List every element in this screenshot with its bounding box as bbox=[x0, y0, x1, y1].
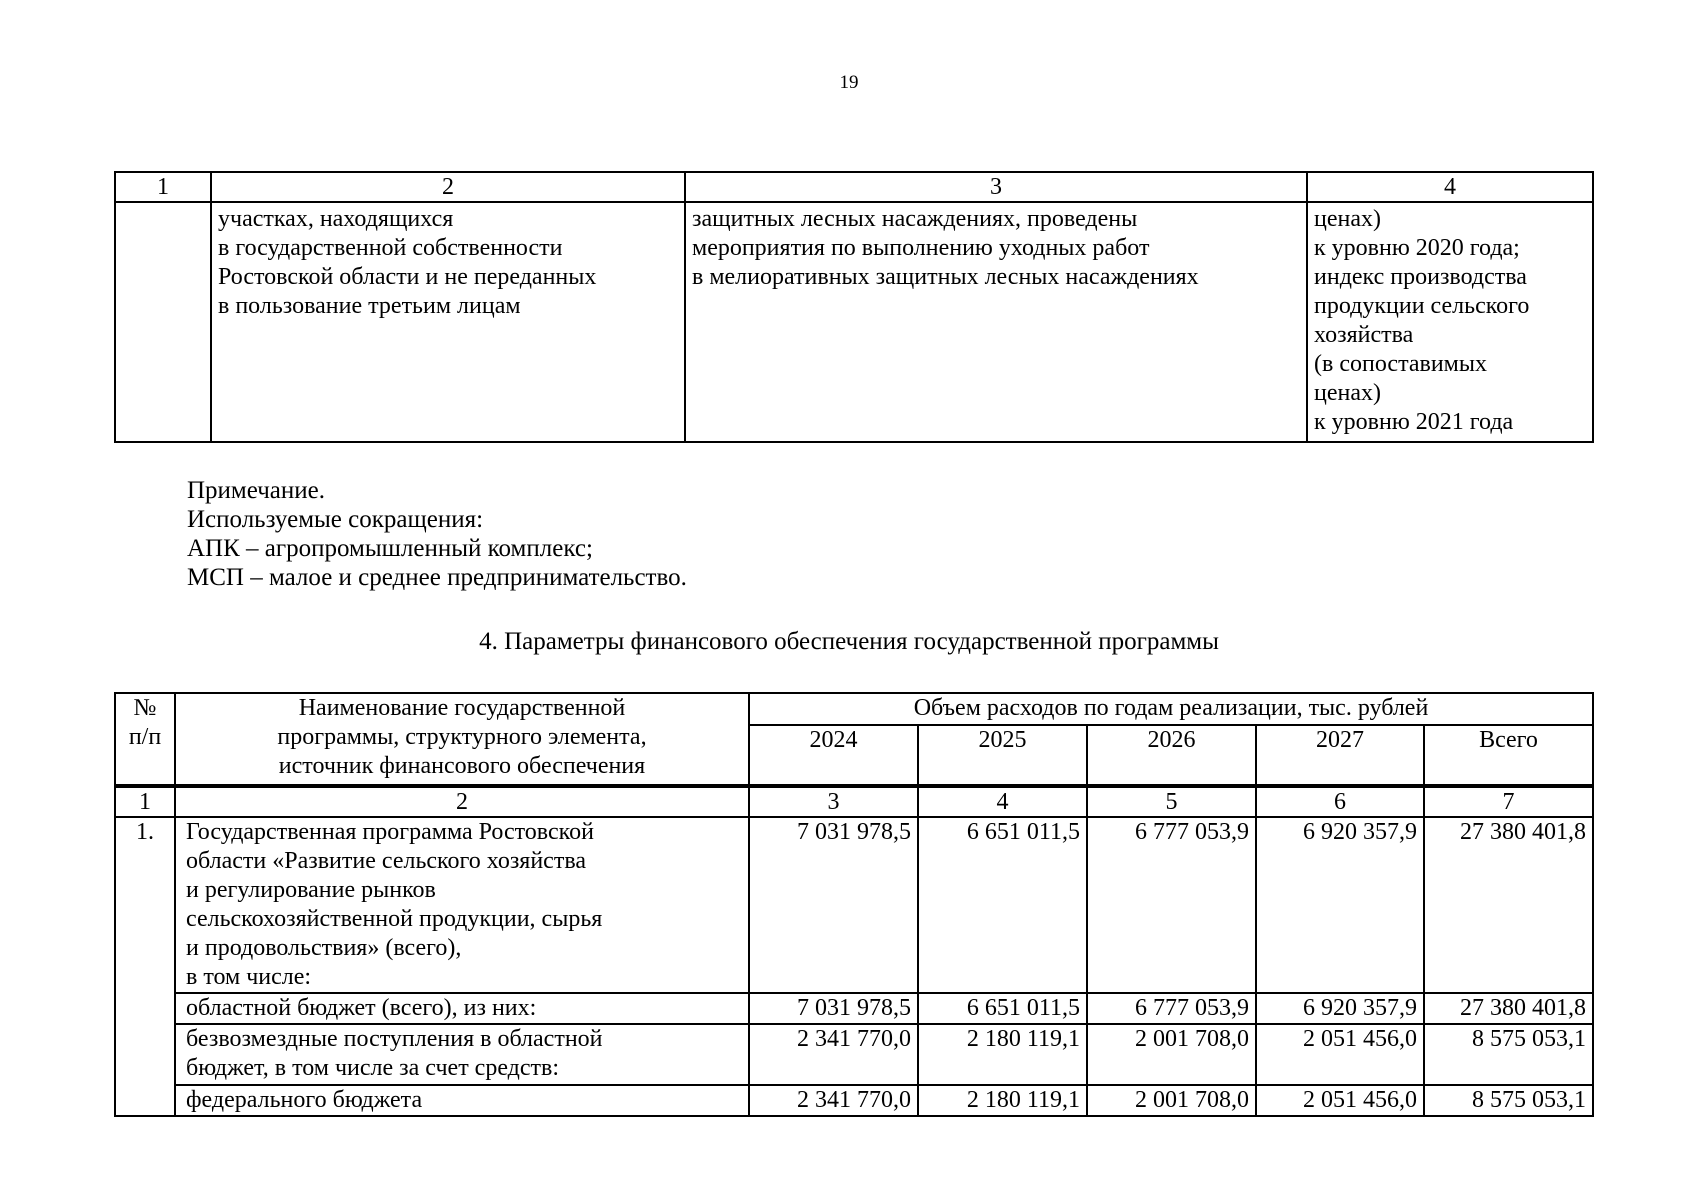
financing-table bbox=[114, 692, 1594, 1117]
text-line: в государственной собственности bbox=[218, 235, 563, 261]
value-2025: 6 651 011,5 bbox=[918, 817, 1087, 993]
table-header-row bbox=[115, 693, 1593, 725]
table-row bbox=[115, 817, 1593, 993]
page-number: 19 bbox=[839, 72, 859, 93]
cell-number bbox=[115, 202, 211, 442]
value-2026: 2 001 708,0 bbox=[1087, 1085, 1256, 1116]
header-number bbox=[115, 693, 175, 786]
column-number-5: 5 bbox=[1087, 786, 1256, 817]
value-total: 27 380 401,8 bbox=[1424, 993, 1593, 1024]
text-line: программы, структурного элемента, bbox=[277, 724, 647, 750]
row-name bbox=[175, 1024, 749, 1085]
text-line: безвозмездные поступления в областной bbox=[186, 1026, 603, 1052]
text-line: и продовольствия» (всего), bbox=[186, 935, 462, 961]
table-row bbox=[115, 993, 1593, 1024]
row-number: 1. bbox=[115, 817, 175, 1116]
cell-result bbox=[685, 202, 1307, 442]
value-2026: 6 777 053,9 bbox=[1087, 993, 1256, 1024]
text-line: продукции сельского bbox=[1314, 293, 1530, 319]
notes-title: Примечание. bbox=[187, 477, 326, 504]
note-item: МСП – малое и среднее предпринимательство. bbox=[187, 564, 687, 591]
text-line: ценах) bbox=[1314, 206, 1381, 232]
column-number-2: 2 bbox=[211, 172, 685, 202]
value-2025: 2 180 119,1 bbox=[918, 1085, 1087, 1116]
column-number-2: 2 bbox=[175, 786, 749, 817]
value-2024: 2 341 770,0 bbox=[749, 1085, 918, 1116]
header-name bbox=[175, 693, 749, 786]
text-line: участках, находящихся bbox=[218, 206, 454, 232]
value-total: 27 380 401,8 bbox=[1424, 817, 1593, 993]
text-line: сельскохозяйственной продукции, сырья bbox=[186, 906, 603, 932]
value-2024: 7 031 978,5 bbox=[749, 817, 918, 993]
column-number-3: 3 bbox=[749, 786, 918, 817]
cell-object bbox=[211, 202, 685, 442]
text-line: № bbox=[133, 695, 157, 721]
text-line: к уровню 2021 года bbox=[1314, 409, 1514, 435]
text-line: в пользование третьим лицам bbox=[218, 293, 521, 319]
text-line: хозяйства bbox=[1314, 322, 1414, 348]
continuation-table bbox=[114, 171, 1594, 443]
column-number-7: 7 bbox=[1424, 786, 1593, 817]
text-line: Государственная программа Ростовской bbox=[186, 819, 594, 845]
text-line: защитных лесных насаждениях, проведены bbox=[692, 206, 1138, 232]
table-row bbox=[115, 1085, 1593, 1116]
text-line: Ростовской области и не переданных bbox=[218, 264, 597, 290]
column-number-4: 4 bbox=[918, 786, 1087, 817]
row-name bbox=[175, 817, 749, 993]
text-line: в том числе: bbox=[186, 964, 312, 990]
text-line: (в сопоставимых bbox=[1314, 351, 1487, 377]
value-2027: 6 920 357,9 bbox=[1256, 993, 1424, 1024]
notes-subtitle: Используемые сокращения: bbox=[187, 506, 484, 533]
value-total: 8 575 053,1 bbox=[1424, 1085, 1593, 1116]
row-name: федерального бюджета bbox=[175, 1085, 749, 1116]
value-2027: 6 920 357,9 bbox=[1256, 817, 1424, 993]
value-2026: 2 001 708,0 bbox=[1087, 1024, 1256, 1085]
text-line: области «Развитие сельского хозяйства bbox=[186, 848, 586, 874]
text-line: Наименование государственной bbox=[298, 695, 626, 721]
value-2026: 6 777 053,9 bbox=[1087, 817, 1256, 993]
header-volume: Объем расходов по годам реализации, тыс. рублей bbox=[749, 693, 1593, 725]
value-2027: 2 051 456,0 bbox=[1256, 1085, 1424, 1116]
table-row bbox=[115, 202, 1593, 442]
notes-block bbox=[187, 476, 687, 592]
text-line: к уровню 2020 года; bbox=[1314, 235, 1520, 261]
table-row bbox=[115, 1024, 1593, 1085]
value-2024: 2 341 770,0 bbox=[749, 1024, 918, 1085]
value-2027: 2 051 456,0 bbox=[1256, 1024, 1424, 1085]
column-number-6: 6 bbox=[1256, 786, 1424, 817]
header-year-2026: 2026 bbox=[1087, 725, 1256, 786]
text-line: и регулирование рынков bbox=[186, 877, 436, 903]
row-name: областной бюджет (всего), из них: bbox=[175, 993, 749, 1024]
value-2025: 2 180 119,1 bbox=[918, 1024, 1087, 1085]
text-line: мероприятия по выполнению уходных работ bbox=[692, 235, 1150, 261]
text-line: ценах) bbox=[1314, 380, 1381, 406]
header-year-2024: 2024 bbox=[749, 725, 918, 786]
text-line: индекс производства bbox=[1314, 264, 1527, 290]
cell-indicator bbox=[1307, 202, 1593, 442]
text-line: источник финансового обеспечения bbox=[278, 753, 646, 779]
column-number-3: 3 bbox=[685, 172, 1307, 202]
column-numbers-row bbox=[115, 786, 1593, 817]
value-2025: 6 651 011,5 bbox=[918, 993, 1087, 1024]
header-total: Всего bbox=[1424, 725, 1593, 786]
text-line: бюджет, в том числе за счет средств: bbox=[186, 1055, 560, 1081]
header-year-2025: 2025 bbox=[918, 725, 1087, 786]
section-title: 4. Параметры финансового обеспечения государственной программы bbox=[479, 628, 1219, 655]
text-line: в мелиоративных защитных лесных насаждениях bbox=[692, 264, 1199, 290]
text-line: п/п bbox=[128, 724, 162, 750]
column-number-1: 1 bbox=[115, 786, 175, 817]
table-header-row bbox=[115, 172, 1593, 202]
note-item: АПК – агропромышленный комплекс; bbox=[187, 535, 593, 562]
column-number-1: 1 bbox=[115, 172, 211, 202]
header-year-2027: 2027 bbox=[1256, 725, 1424, 786]
value-total: 8 575 053,1 bbox=[1424, 1024, 1593, 1085]
column-number-4: 4 bbox=[1307, 172, 1593, 202]
value-2024: 7 031 978,5 bbox=[749, 993, 918, 1024]
